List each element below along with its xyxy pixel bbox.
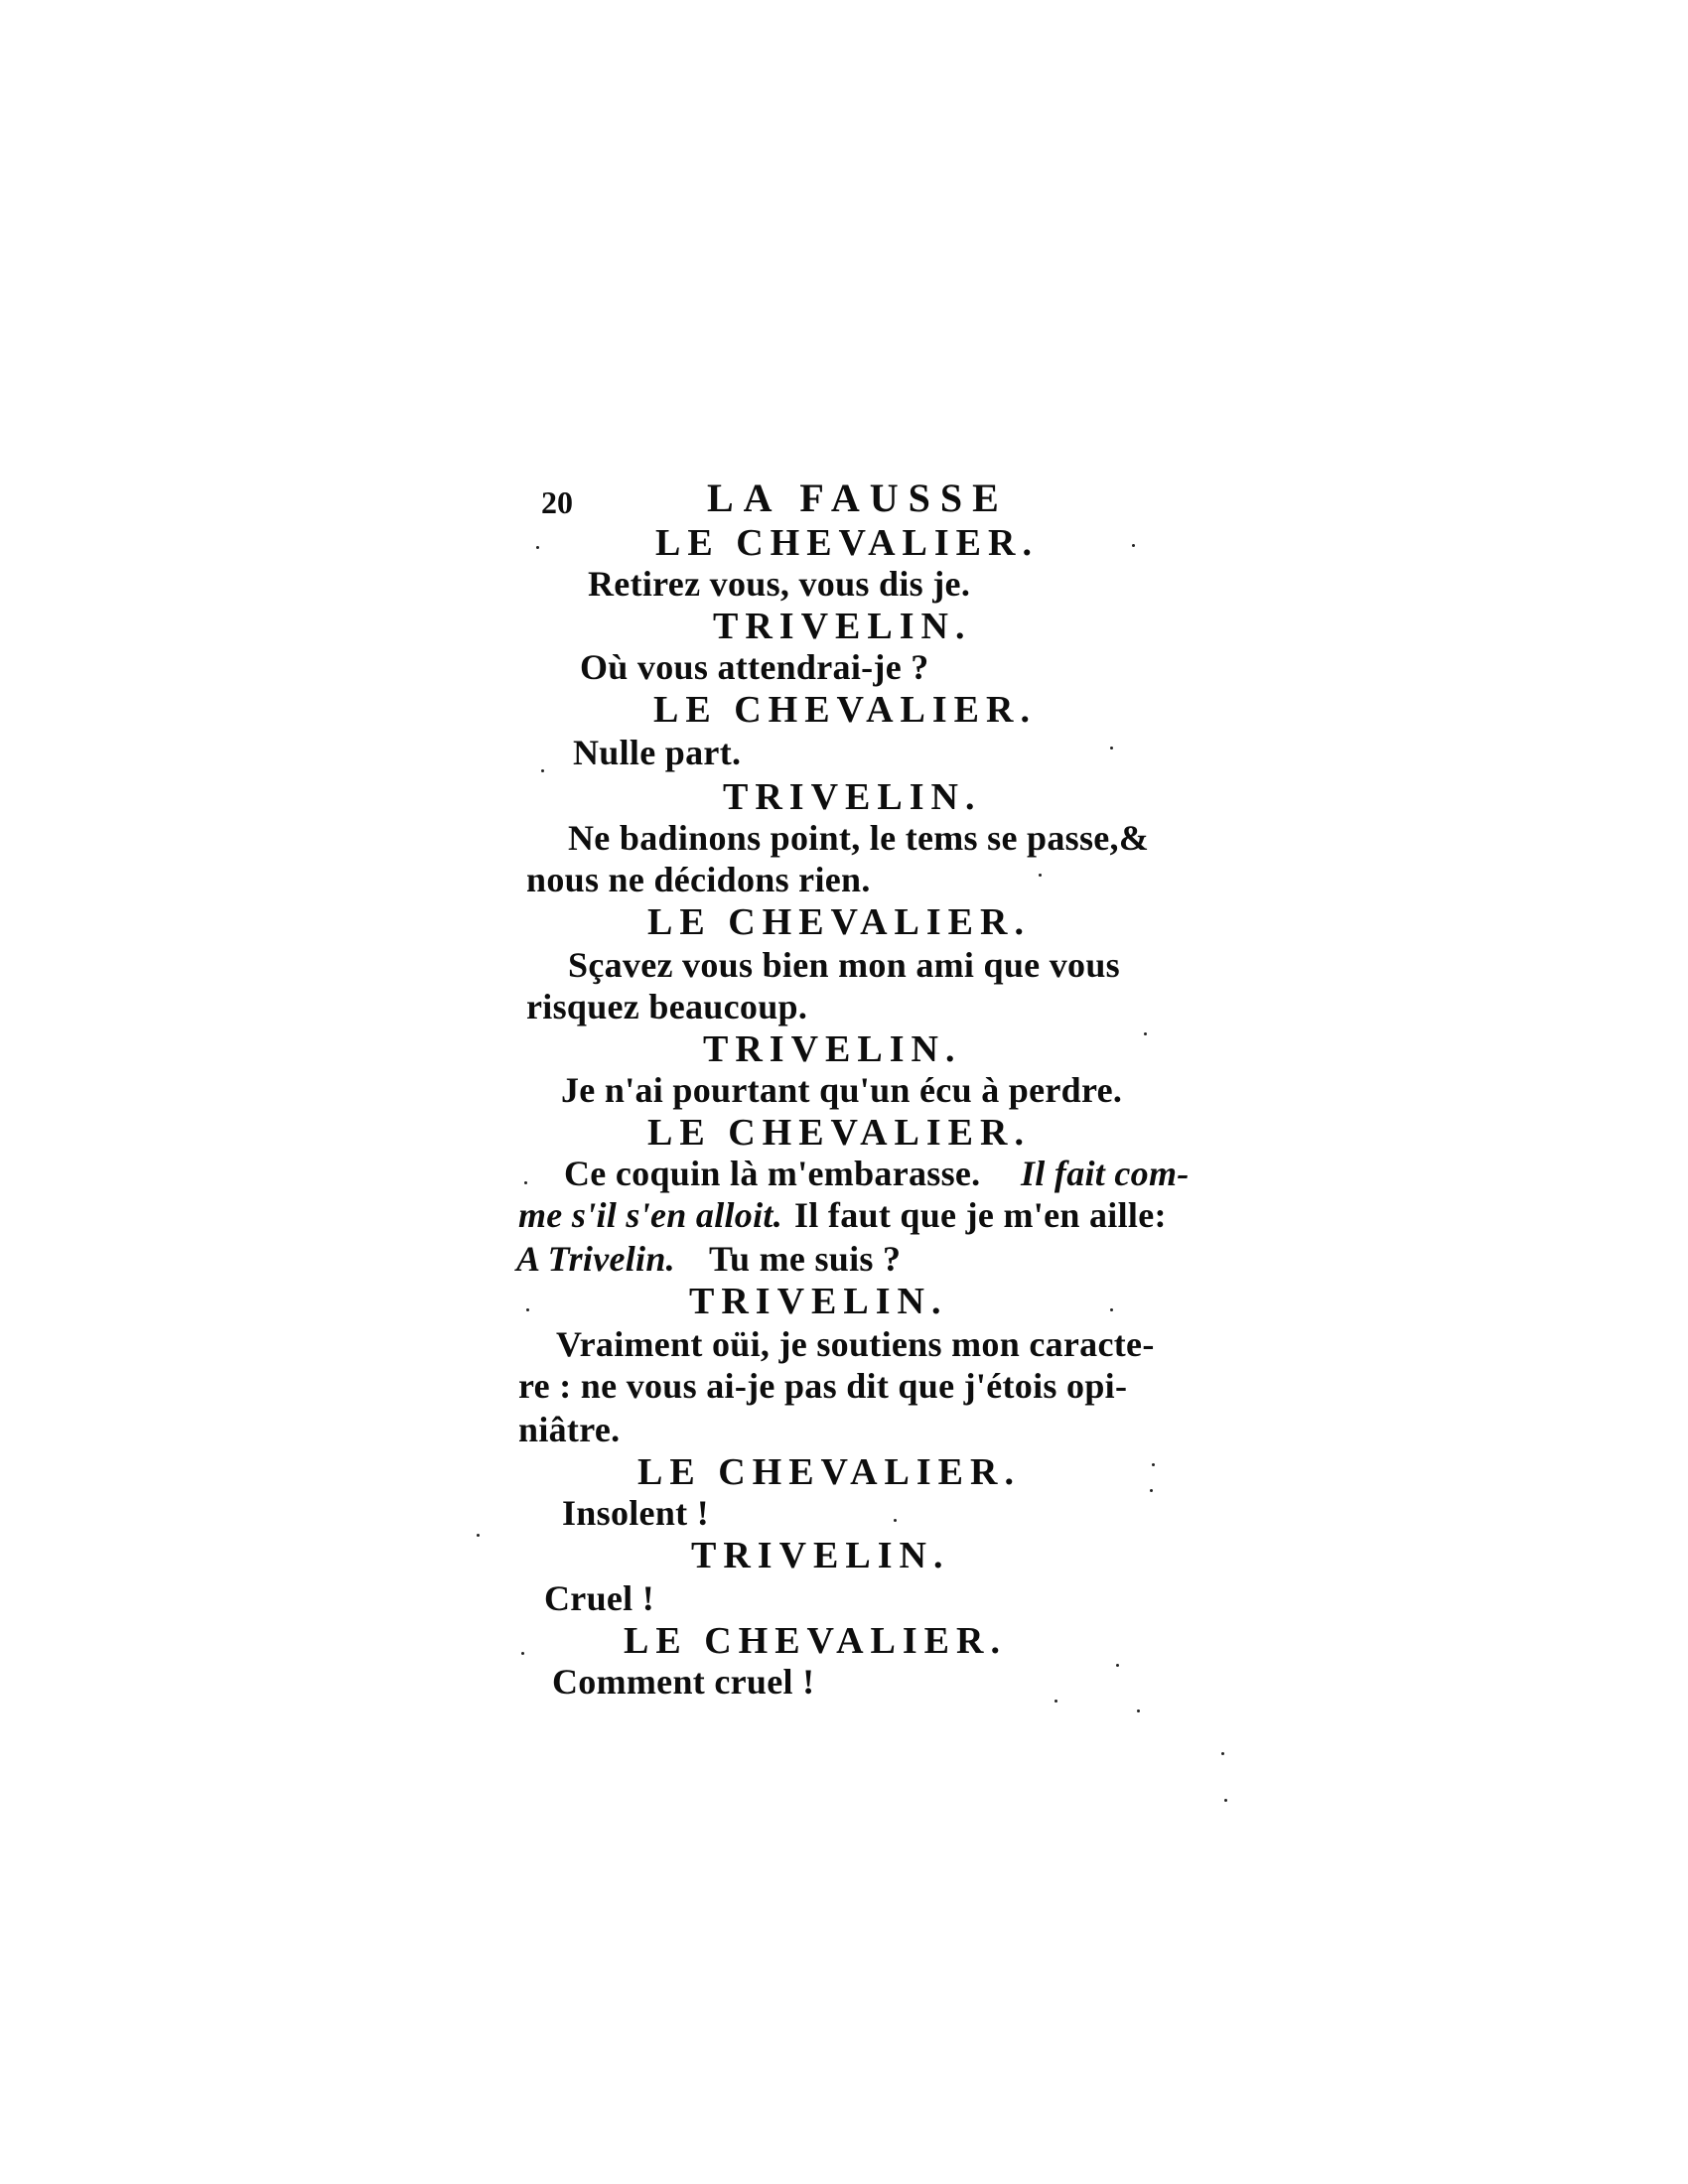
scan-speck	[1055, 1700, 1057, 1703]
speaker-name: LE CHEVALIER.	[647, 1112, 1031, 1154]
speaker-name: LE CHEVALIER.	[655, 522, 1039, 564]
speaker-name: TRIVELIN.	[691, 1535, 950, 1576]
speaker-name: TRIVELIN.	[713, 606, 972, 647]
dialogue-line: Ne badinons point, le tems se passe,&	[568, 818, 1150, 858]
scan-speck	[1132, 544, 1135, 547]
dialogue-line: Insolent !	[562, 1493, 710, 1533]
speaker-name: TRIVELIN.	[723, 776, 982, 818]
scan-speck	[1152, 1463, 1155, 1466]
scan-speck	[1150, 1489, 1153, 1492]
stage-direction: A Trivelin.	[516, 1239, 675, 1279]
scan-speck	[521, 1652, 524, 1655]
scan-speck	[1110, 1308, 1113, 1311]
dialogue-line: Retirez vous, vous dis je.	[588, 564, 971, 604]
dialogue-line: Sçavez vous bien mon ami que vous	[568, 945, 1120, 985]
scan-speck	[894, 1519, 897, 1522]
stage-direction: me s'il s'en alloit.	[518, 1195, 783, 1235]
dialogue-line: Il faut que je m'en aille:	[794, 1195, 1167, 1235]
speaker-name: TRIVELIN.	[703, 1028, 962, 1070]
dialogue-line: Comment cruel !	[552, 1662, 815, 1702]
scan-speck	[1116, 1664, 1119, 1667]
scan-speck	[541, 769, 544, 772]
speaker-name: LE CHEVALIER.	[624, 1620, 1007, 1662]
speaker-name: LE CHEVALIER.	[653, 689, 1037, 731]
speaker-name: TRIVELIN.	[689, 1281, 948, 1322]
speaker-name: LE CHEVALIER.	[637, 1451, 1021, 1493]
speaker-name: LE CHEVALIER.	[647, 901, 1031, 943]
dialogue-line: re : ne vous ai-je pas dit que j'étois opi-	[518, 1366, 1128, 1406]
scan-speck	[1144, 1032, 1147, 1035]
dialogue-line: Je n'ai pourtant qu'un écu à perdre.	[561, 1070, 1123, 1110]
dialogue-line: risquez beaucoup.	[526, 987, 808, 1026]
scan-speck	[524, 1181, 527, 1184]
dialogue-line: niâtre.	[518, 1410, 621, 1449]
dialogue-line: Vraiment oüi, je soutiens mon caracte-	[556, 1324, 1155, 1364]
scan-speck	[1110, 747, 1113, 750]
dialogue-line: Ce coquin là m'embarasse.	[564, 1154, 981, 1193]
scan-speck	[477, 1534, 480, 1537]
scan-speck	[1224, 1799, 1227, 1802]
scan-speck	[1039, 874, 1042, 877]
dialogue-line: Nulle part.	[573, 733, 742, 772]
dialogue-line: Cruel !	[544, 1578, 655, 1618]
dialogue-line: nous ne décidons rien.	[526, 860, 871, 899]
scan-speck	[1221, 1752, 1224, 1755]
scan-speck	[526, 1308, 529, 1311]
dialogue-line: Où vous attendrai-je ?	[580, 647, 929, 687]
scan-speck	[1137, 1709, 1140, 1712]
page-number: 20	[541, 484, 573, 520]
stage-direction: Il fait com-	[1021, 1154, 1190, 1193]
dialogue-line: Tu me suis ?	[709, 1239, 902, 1279]
scan-speck	[536, 546, 539, 549]
running-title: LA FAUSSE	[707, 476, 1009, 520]
